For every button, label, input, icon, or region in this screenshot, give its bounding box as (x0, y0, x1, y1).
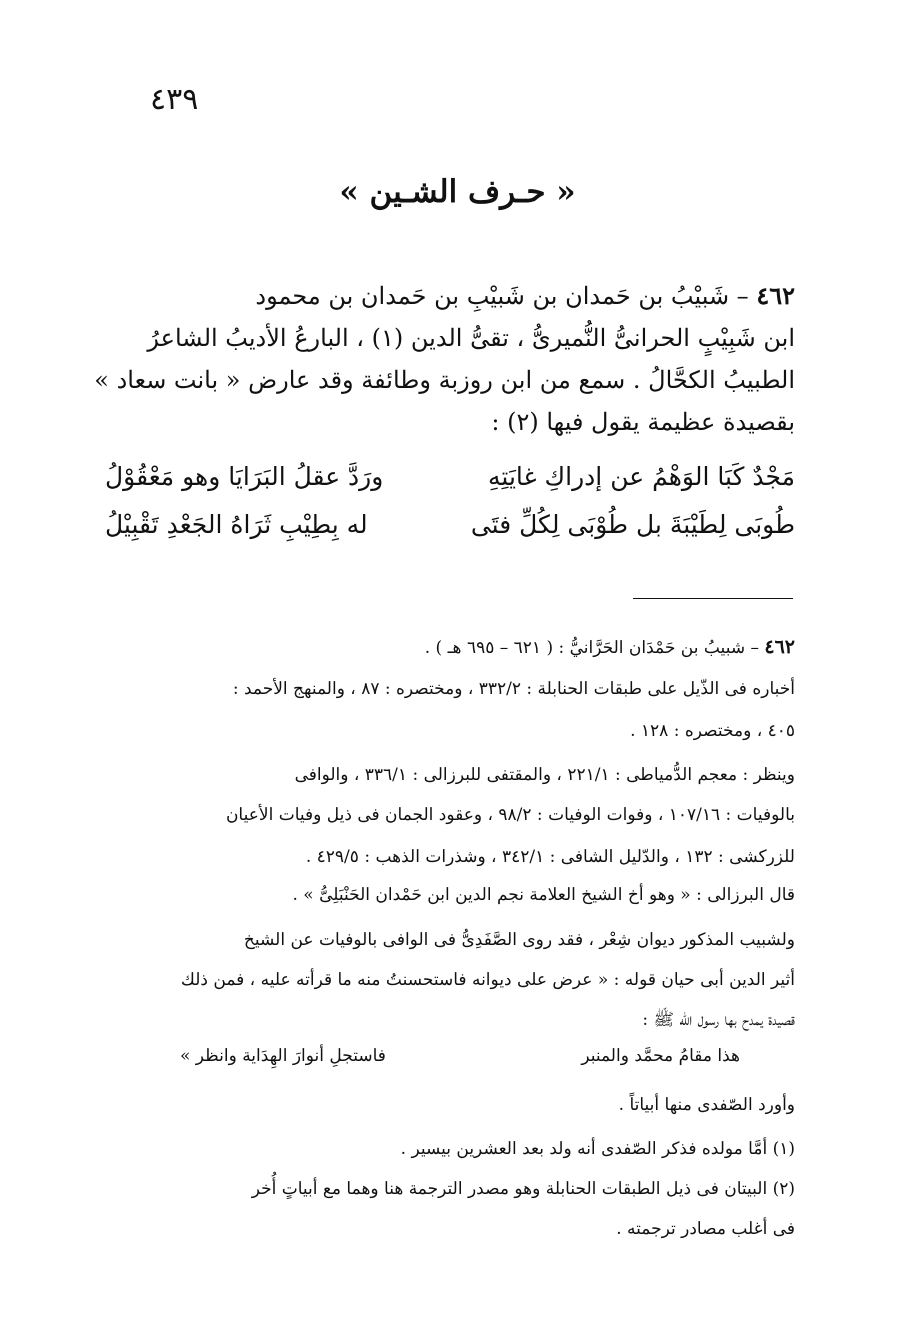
footnote-verse-second-hemistich: فاستجلِ أنوارَ الهِدَاية وانظر » (180, 1046, 386, 1066)
entry-line-4: بقصيدة عظيمة يقول فيها (٢) : (491, 408, 795, 436)
entry-line-2: ابن شَبِيْبٍ الحرانىُّ النُّميرىُّ ، تقىُّ الدين (١) ، البارعُ الأديبُ الشاعرُ (147, 324, 795, 352)
footnote-line: قال البرزالى : « وهو أخ الشيخ العلامة نجم الدين ابن حَمْدان الحَنْبَلِىُّ » . (292, 885, 795, 905)
footnote-note-2-continued: فى أغلب مصادر ترجمته . (616, 1219, 795, 1239)
section-heading: « حـرف الشـين » (339, 174, 576, 210)
verse-2-second-hemistich: له بِطِيْبِ ثَرَاهُ الجَعْدِ تَقْبِيْلُ (105, 510, 368, 539)
footnote-line: قصيدة يمدح بها رسول الله ﷺ : (642, 1010, 795, 1030)
verse-2 (105, 510, 795, 552)
footnote-note-1: (١) أمَّا مولده فذكر الصّفدى أنه ولد بعد العشرين بيسير . (400, 1139, 795, 1159)
footnote-line: ولشبيب المذكور ديوان شِعْر ، فقد روى الصَّفَدِىُّ فى الوافى بالوفيات عن الشيخ (243, 930, 795, 950)
footnote-line: أخباره فى الذّيل على طبقات الحنابلة : ٣٣٢/٢ ، ومختصره : ٨٧ ، والمنهج الأحمد : (232, 679, 795, 699)
entry-line-3: الطبيبُ الكحَّالُ . سمع من ابن روزبة وطائفة وقد عارض « بانت سعاد » (94, 366, 795, 394)
footnote-verse (180, 1046, 740, 1076)
entry-number: ٤٦٢ (756, 281, 795, 310)
footnote-entry-number: ٤٦٢ (764, 636, 795, 658)
entry-line-1 (105, 275, 795, 317)
verse-1-first-hemistich: مَجْدٌ كَبَا الوَهْمُ عن إدراكِ غايَتِهِ (488, 462, 795, 491)
page-number: ٤٣٩ (150, 82, 199, 117)
entry-line-text: – شَبيْبُ بن حَمدان بن شَبيْبِ بن حَمدان بن محمود (255, 282, 749, 310)
footnote-header-text: – شبيبُ بن حَمْدَان الحَرَّانيُّ : ( ٦٢١ – ٦٩٥ هـ ) . (424, 638, 759, 658)
footnote-line: أثير الدين أبى حيان قوله : « عرض على ديوانه فاستحسنتُ منه ما قرأته عليه ، فمن ذلك (180, 970, 795, 990)
footnote-line: وأورد الصّفدى منها أبياتاً . (618, 1095, 795, 1115)
footnote-line: ٤٠٥ ، ومختصره : ١٢٨ . (630, 721, 795, 741)
footnote-note-2: (٢) البيتان فى ذيل الطبقات الحنابلة وهو مصدر الترجمة هنا وهما مع أبياتٍ أُخر (251, 1179, 795, 1199)
footnote-separator (633, 598, 793, 599)
footnote-line: وينظر : معجم الدُّمياطى : ٢٢١/١ ، والمقتفى للبرزالى : ٣٣٦/١ ، والوافى (294, 765, 795, 785)
footnote-line: بالوفيات : ١٠٧/١٦ ، وفوات الوفيات : ٩٨/٢ ، وعقود الجمان فى ذيل وفيات الأعيان (225, 805, 795, 825)
verse-1-second-hemistich: ورَدَّ عقلُ البَرَايَا وهو مَعْقُوْلُ (105, 462, 384, 491)
footnote-header (95, 632, 795, 663)
footnote-line: للزركشى : ١٣٢ ، والدّليل الشافى : ٣٤٢/١ ، وشذرات الذهب : ٤٢٩/٥ . (305, 847, 795, 867)
verse-2-first-hemistich: طُوبَى لِطَيْبَةَ بل طُوْبَى لِكُلِّ فتَى (470, 510, 795, 539)
verse-1 (105, 462, 795, 504)
footnote-verse-first-hemistich: هذا مقامُ محمَّد والمنبر (581, 1046, 740, 1066)
